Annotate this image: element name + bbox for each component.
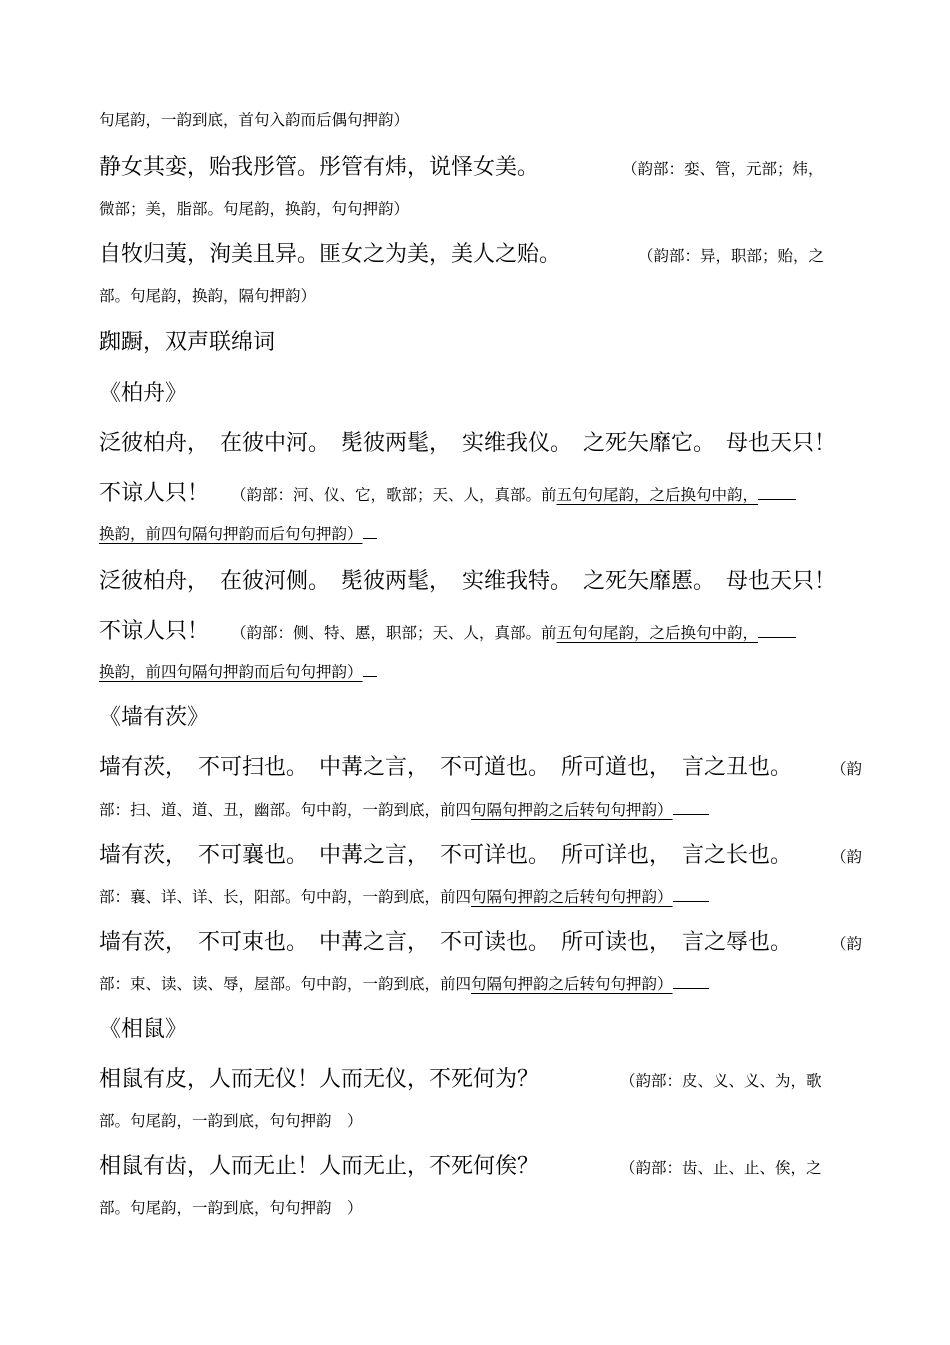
text-line: 微部；美，脂部。句尾韵，换韵，句句押韵） xyxy=(99,200,410,218)
rhyme-note: （韵部：河、仪、它，歌部；天、人，真部。前 xyxy=(231,486,557,504)
rhyme-note-underlined: 句隔句押韵之后转句句押韵） xyxy=(471,888,673,906)
underline-tail xyxy=(673,885,709,902)
poem-line: 相鼠有皮，人而无仪！人而无仪，不死何为？ xyxy=(99,1067,540,1092)
poem-line-with-note xyxy=(99,476,796,507)
rhyme-note: （韵 xyxy=(831,935,863,953)
underline-tail xyxy=(758,483,796,500)
underline-tail xyxy=(363,522,377,539)
poem-line: 墙有茨， 不可束也。 中冓之言， 不可读也。 所可读也， 言之辱也。 xyxy=(99,930,793,955)
text-line xyxy=(99,972,709,994)
underline-tail xyxy=(673,798,709,815)
poem-title: 《相鼠》 xyxy=(99,1017,188,1042)
poem-line: 相鼠有齿，人而无止！人而无止，不死何俟？ xyxy=(99,1154,540,1179)
poem-line: 自牧归荑，洵美且异。匪女之为美，美人之贻。 xyxy=(99,242,562,267)
rhyme-note-underlined: 五句句尾韵，之后换句中韵， xyxy=(556,486,759,504)
poem-title: 《墙有茨》 xyxy=(99,705,210,730)
rhyme-note: （韵 xyxy=(831,760,863,778)
poem-fragment: 不谅人只！ xyxy=(99,481,210,506)
rhyme-note: 部：束、读、读、辱，屋部。句中韵，一韵到底，前四 xyxy=(99,975,472,993)
poem-line: 墙有茨， 不可襄也。 中冓之言， 不可详也。 所可详也， 言之长也。 xyxy=(99,843,793,868)
text-line xyxy=(99,885,709,907)
underline-tail xyxy=(673,972,709,989)
text-line xyxy=(99,798,709,820)
text-line: 部。句尾韵，换韵，隔句押韵） xyxy=(99,287,317,305)
text-line: 部。句尾韵，一韵到底，句句押韵 ） xyxy=(99,1112,363,1130)
rhyme-note-underlined: 五句句尾韵，之后换句中韵， xyxy=(556,624,759,642)
poem-line-with-note xyxy=(99,614,796,645)
rhyme-note: （韵部：侧、特、慝，职部；天、人，真部。前 xyxy=(231,624,557,642)
text-line: 踟蹰，双声联绵词 xyxy=(99,330,276,355)
text-line: 句尾韵，一韵到底，首句入韵而后偶句押韵） xyxy=(99,111,410,129)
rhyme-note: 部：扫、道、道、丑，幽部。句中韵，一韵到底，前四 xyxy=(99,801,472,819)
poem-title: 《柏舟》 xyxy=(99,381,188,406)
underline-tail xyxy=(758,621,796,638)
rhyme-note: 部：襄、详、详、长，阳部。句中韵，一韵到底，前四 xyxy=(99,888,472,906)
text-line xyxy=(99,522,377,544)
rhyme-note-underlined: 句隔句押韵之后转句句押韵） xyxy=(471,801,673,819)
underline-tail xyxy=(363,660,377,677)
rhyme-note-underlined: 句隔句押韵之后转句句押韵） xyxy=(471,975,673,993)
rhyme-note: （韵 xyxy=(831,848,863,866)
rhyme-note: （韵部：齿、止、止、俟，之 xyxy=(620,1159,822,1177)
poem-line: 墙有茨， 不可扫也。 中冓之言， 不可道也。 所可道也， 言之丑也。 xyxy=(99,755,793,780)
rhyme-note: （韵部：皮、义、义、为，歌 xyxy=(620,1072,822,1090)
poem-fragment: 不谅人只！ xyxy=(99,619,210,644)
poem-line: 泛彼柏舟， 在彼中河。 髧彼两髦， 实维我仪。 之死矢靡它。 母也天只！ xyxy=(99,431,837,456)
rhyme-note: （韵部：娈、管，元部；炜， xyxy=(622,160,824,178)
rhyme-note-underlined: 换韵，前四句隔句押韵而后句句押韵） xyxy=(99,525,363,543)
text-line: 部。句尾韵，一韵到底，句句押韵 ） xyxy=(99,1199,363,1217)
text-line xyxy=(99,660,377,682)
rhyme-note: （韵部：异，职部；贻，之 xyxy=(638,247,825,265)
poem-line: 静女其娈，贻我彤管。彤管有炜，说怿女美。 xyxy=(99,155,540,180)
poem-line: 泛彼柏舟， 在彼河侧。 髧彼两髦， 实维我特。 之死矢靡慝。 母也天只！ xyxy=(99,569,837,594)
rhyme-note-underlined: 换韵，前四句隔句押韵而后句句押韵） xyxy=(99,663,363,681)
